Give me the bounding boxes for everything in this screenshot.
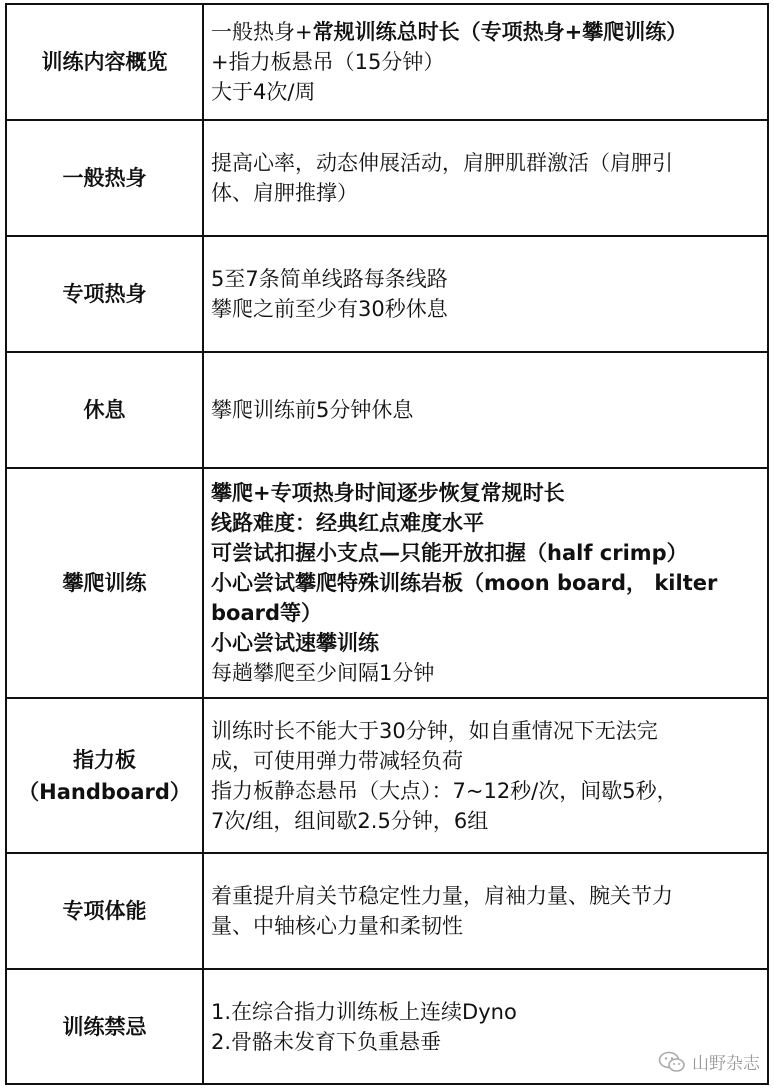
content-line [211,881,761,911]
training-plan-table [5,3,769,1085]
content-line [211,47,761,77]
table-row [6,236,768,352]
content-line [211,508,761,538]
table-row [6,352,768,468]
content-line [211,264,761,294]
content-text: 大于4次/周 [211,80,316,104]
content-text: 量、中轴核心力量和柔韧性 [211,914,463,938]
content-text: 小心尝试速攀训练 [211,631,379,655]
content-line [211,997,761,1027]
content-text: 5至7条简单线路每条线路 [211,267,448,291]
table-row [6,698,768,853]
row-label-text: 休息 [83,398,126,422]
content-line [211,478,761,508]
content-text: 攀爬训练前5分钟休息 [211,398,414,422]
wechat-icon [658,1051,686,1073]
content-text: board等） [211,601,323,625]
content-text: 可尝试扣握小支点—只能开放扣握（half crimp） [211,541,688,565]
content-line [211,148,761,178]
content-text: 成，可使用弹力带减轻负荷 [211,748,463,773]
content-line [211,178,761,208]
row-label-text: 指力板 [73,747,136,772]
content-line [211,294,761,324]
content-line [211,658,761,688]
row-label [6,969,203,1084]
content-text: 线路难度：经典红点难度水平 [211,511,484,535]
content-text: 2.骨骼未发育下负重悬垂 [211,1029,442,1054]
row-label [6,698,203,853]
row-label [6,4,203,120]
content-line [211,395,761,425]
content-text: 训练时长不能大于30分钟，如自重情况下无法完 [211,718,658,743]
content-text: 指力板静态悬吊（大点）：7~12秒/次，间歇5秒， [211,778,678,803]
content-line [211,568,761,598]
row-content [203,352,768,468]
content-text: 着重提升肩关节稳定性力量，肩袖力量、腕关节力 [211,884,673,908]
row-label [6,236,203,352]
row-label [6,468,203,698]
content-line [211,538,761,568]
watermark-text: 山野杂志 [692,1054,760,1074]
row-label-text: 训练内容概览 [41,50,168,74]
content-text: +指力板悬吊（15分钟） [211,50,445,74]
content-line [211,17,761,47]
table-row [6,4,768,120]
row-content [203,4,768,120]
table-row [6,969,768,1084]
row-content [203,853,768,969]
content-text: 一般热身+ [211,20,313,44]
row-content [203,120,768,236]
content-text: 提高心率，动态伸展活动，肩胛肌群激活（肩胛引 [211,151,673,175]
content-text: 小心尝试攀爬特殊训练岩板（moon board， kilter [211,571,718,595]
table-row [6,468,768,698]
table-row [6,853,768,969]
content-line [211,598,761,628]
row-content [203,468,768,698]
content-line [211,911,761,941]
row-label-text: 攀爬训练 [62,571,147,595]
content-line [211,716,761,746]
table-row [6,120,768,236]
content-line [211,628,761,658]
content-text: 攀爬之前至少有30秒休息 [211,297,448,321]
content-text: 常规训练总时长（专项热身+攀爬训练） [312,20,688,44]
content-line [211,776,761,806]
content-text: 1.在综合指力训练板上连续Dyno [211,999,517,1024]
row-label [6,853,203,969]
content-text: 7次/组，组间歇2.5分钟，6组 [211,808,489,833]
watermark [658,1049,760,1074]
row-content [203,236,768,352]
content-text: 每趟攀爬至少间隔1分钟 [211,661,435,685]
content-line [211,77,761,107]
row-label [6,352,203,468]
row-content [203,698,768,853]
row-label-text: 训练禁忌 [62,1014,147,1039]
row-label [6,120,203,236]
row-label-text: 专项热身 [62,282,147,306]
content-text: 体、肩胛推撑） [211,181,358,205]
row-label-subtext: （Handboard） [18,779,191,804]
content-line [211,746,761,776]
training-plan-body [6,4,768,1084]
content-text: 攀爬+专项热身时间逐步恢复常规时长 [211,481,565,505]
content-line [211,806,761,836]
row-label-text: 专项体能 [62,899,147,923]
row-label-text: 一般热身 [62,166,147,190]
